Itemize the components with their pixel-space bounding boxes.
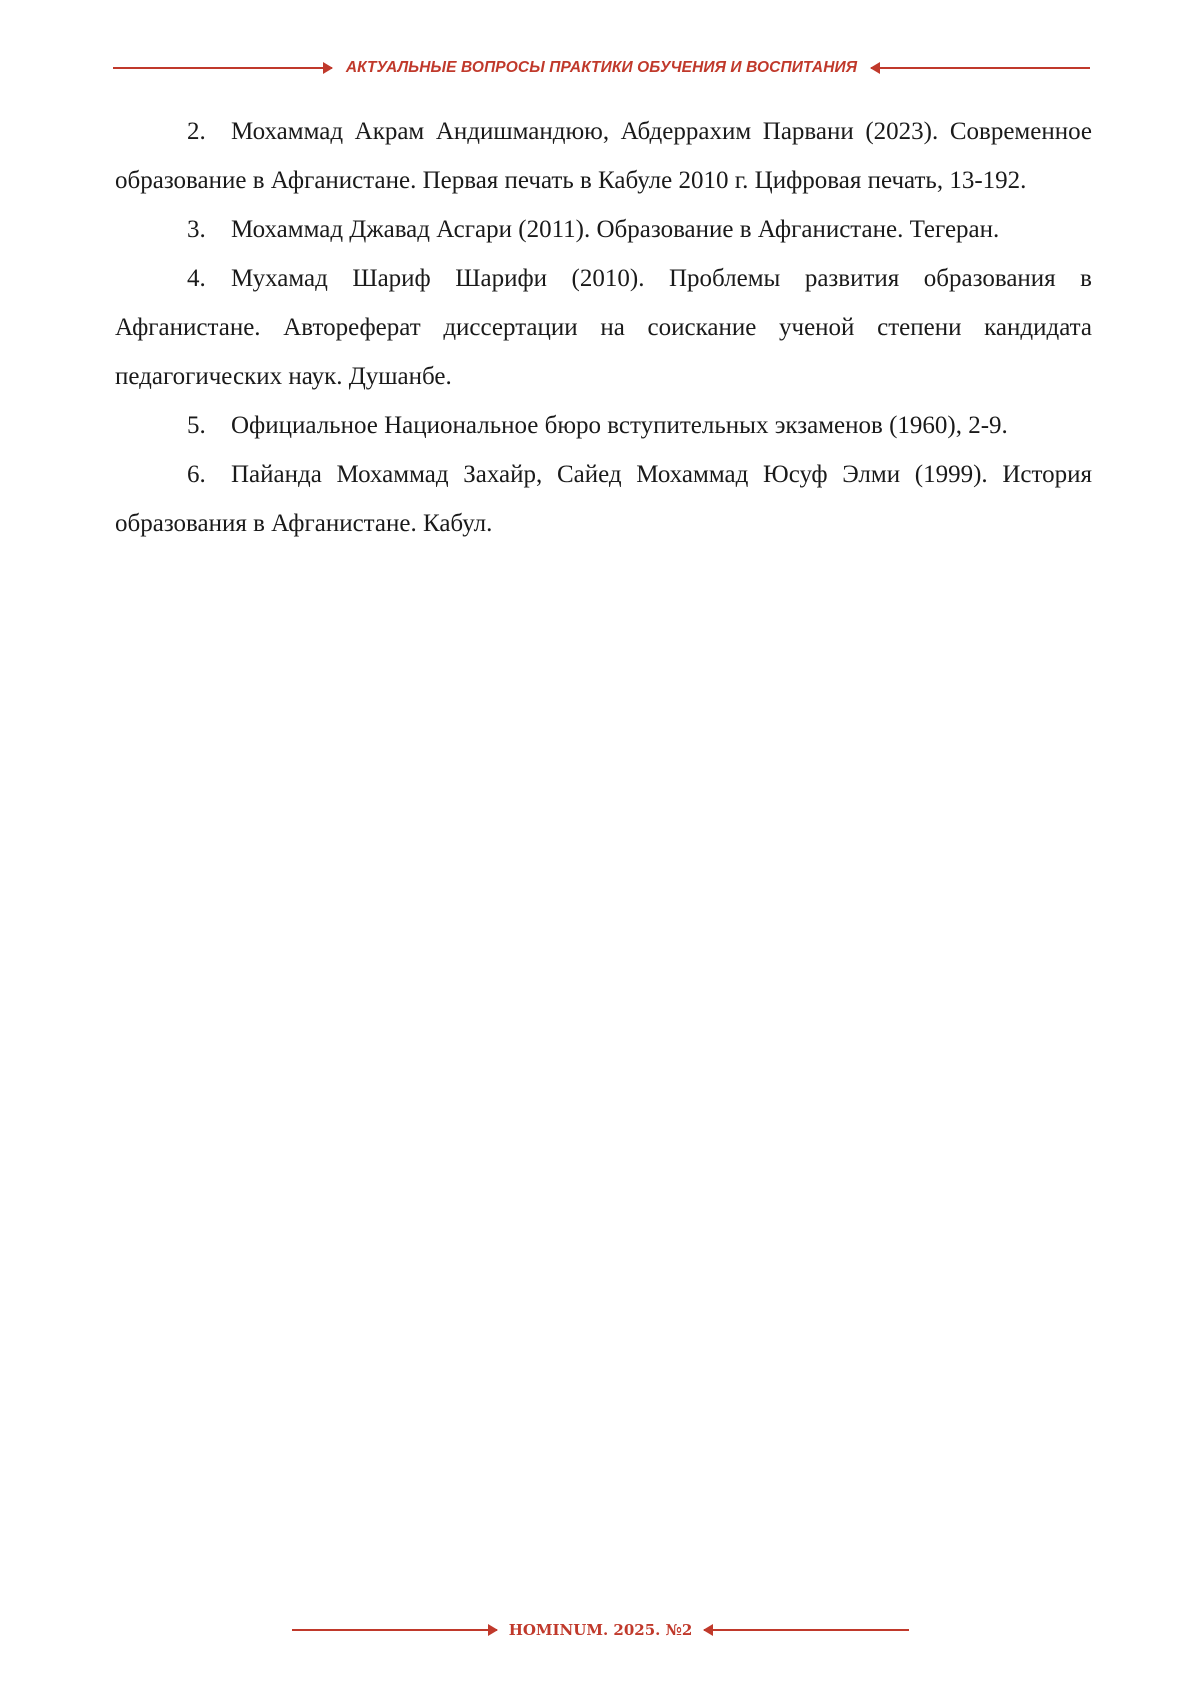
reference-text: Официальное Национальное бюро вступительных экзаменов (1960), 2-9. <box>231 412 1008 439</box>
footer-rule-right <box>704 1629 909 1631</box>
reference-number: 5. <box>187 412 206 439</box>
running-header-title: АКТУАЛЬНЫЕ ВОПРОСЫ ПРАКТИКИ ОБУЧЕНИЯ И ВОСПИТАНИЯ <box>345 59 858 76</box>
reference-text: Мохаммад Джавад Асгари (2011). Образование в Афганистане. Тегеран. <box>231 216 1000 243</box>
running-header <box>113 56 1090 80</box>
journal-issue-label: HOMINUM. 2025. №2 <box>508 1621 693 1639</box>
reference-number: 6. <box>187 461 206 488</box>
header-rule-left <box>113 67 332 69</box>
reference-list <box>115 107 1092 548</box>
reference-number: 2. <box>187 118 206 145</box>
reference-item <box>115 254 1092 401</box>
reference-text: Пайанда Мохаммад Захайр, Сайед Мохаммад Юсуф Элми (1999). История образования в Афганистане. Кабул. <box>115 461 1092 537</box>
running-footer <box>292 1618 909 1642</box>
reference-number: 3. <box>187 216 206 243</box>
reference-text: Мухамад Шариф Шарифи (2010). Проблемы развития образования в Афганистане. Автореферат диссертации на соискание ученой степени кандидата педагогических наук. Душанбе. <box>115 265 1092 390</box>
reference-item <box>115 205 1092 254</box>
reference-item <box>115 107 1092 205</box>
footer-rule-left <box>292 1629 497 1631</box>
reference-text: Мохаммад Акрам Андишмандюю, Абдеррахим Парвани (2023). Современное образование в Афганистане. Первая печать в Кабуле 2010 г. Цифровая печать, 13-192. <box>115 118 1092 194</box>
reference-item <box>115 450 1092 548</box>
header-rule-right <box>871 67 1090 69</box>
reference-item <box>115 401 1092 450</box>
reference-number: 4. <box>187 265 206 292</box>
